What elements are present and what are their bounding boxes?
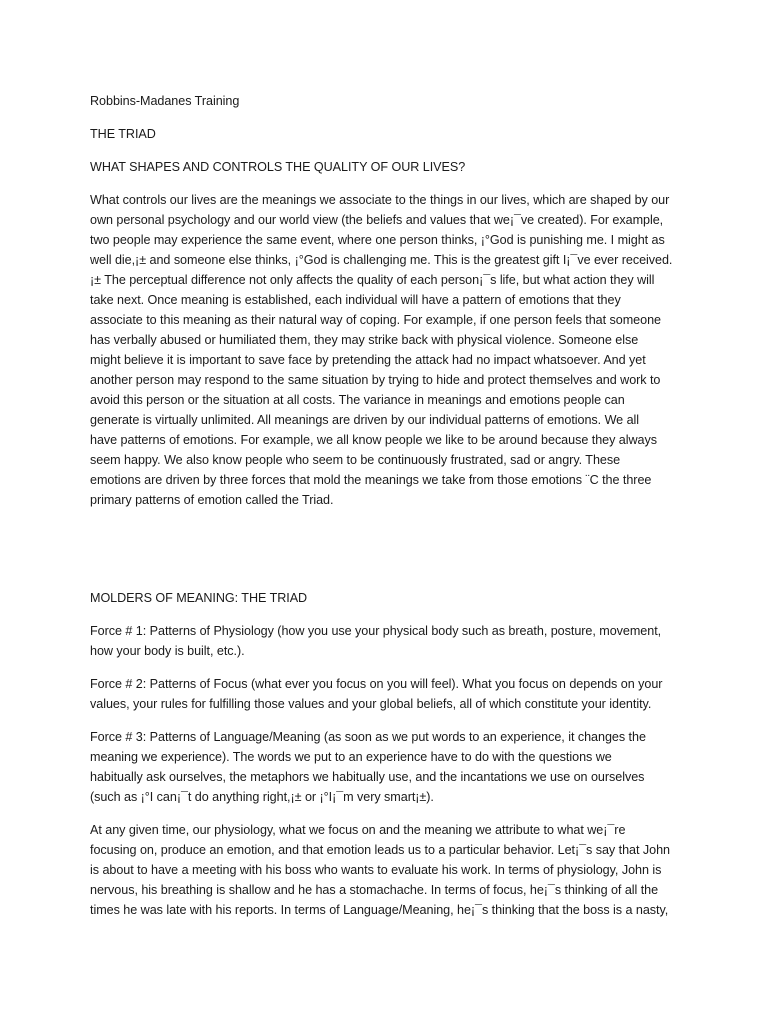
paragraph-line: has verbally abused or humiliated them, they may strike back with physical violence. Someone else (90, 333, 639, 347)
paragraph-line: Force # 2: Patterns of Focus (what ever you focus on you will feel). What you focus on depends on your (90, 677, 663, 691)
paragraph-line: another person may respond to the same situation by trying to hide and protect themselves and work to (90, 373, 661, 387)
section-title: THE TRIAD (90, 127, 156, 141)
paragraph-line: habitually ask ourselves, the metaphors we habitually use, and the incantations we use on ourselves (90, 770, 645, 784)
paragraph-line: associate to this meaning as their natural way of coping. For example, if one person feels that someone (90, 313, 661, 327)
paragraph-line: At any given time, our physiology, what we focus on and the meaning we attribute to what we¡¯re (90, 823, 626, 837)
paragraph-line: ¡± The perceptual difference not only affects the quality of each person¡¯s life, but what action they will (90, 273, 655, 287)
paragraph-line: own personal psychology and our world view (the beliefs and values that we¡¯ve created). For example, (90, 213, 664, 227)
paragraph-line: emotions are driven by three forces that mold the meanings we take from those emotions ¨C the three (90, 473, 652, 487)
paragraph-line: seem happy. We also know people who seem to be continuously frustrated, sad or angry. These (90, 453, 621, 467)
paragraph-line: focusing on, produce an emotion, and that emotion leads us to a particular behavior. Let¡¯s say that John (90, 843, 670, 857)
paragraph-line: generate is virtually unlimited. All meanings are driven by our individual patterns of emotions. We all (90, 413, 640, 427)
section-question: WHAT SHAPES AND CONTROLS THE QUALITY OF OUR LIVES? (90, 160, 466, 174)
paragraph-line: take next. Once meaning is established, each individual will have a pattern of emotions that they (90, 293, 621, 307)
paragraph-line: values, your rules for fulfilling those values and your global beliefs, all of which constitute your identity. (90, 697, 652, 711)
paragraph-line: have patterns of emotions. For example, we all know people we like to be around because they always (90, 433, 657, 447)
paragraph-line: avoid this person or the situation at all costs. The variance in meanings and emotions people can (90, 393, 625, 407)
paragraph-line: nervous, his breathing is shallow and he has a stomachache. In terms of focus, he¡¯s thinking of all the (90, 883, 659, 897)
document-header: Robbins-Madanes Training (90, 94, 240, 108)
paragraph-line: meaning we experience). The words we put to an experience have to do with the questions we (90, 750, 612, 764)
paragraph-line: primary patterns of emotion called the Triad. (90, 493, 334, 507)
paragraph-line: times he was late with his reports. In terms of Language/Meaning, he¡¯s thinking that the boss is a nasty, (90, 903, 669, 917)
molders-title: MOLDERS OF MEANING: THE TRIAD (90, 591, 308, 605)
paragraph-line: how your body is built, etc.). (90, 644, 245, 658)
paragraph-line: well die,¡± and someone else thinks, ¡°God is challenging me. This is the greatest gift I¡¯ve ever received. (90, 253, 673, 267)
paragraph-line: might believe it is important to save face by pretending the attack had no impact whatsoever. And yet (90, 353, 646, 367)
paragraph-line: Force # 1: Patterns of Physiology (how you use your physical body such as breath, posture, movement, (90, 624, 662, 638)
paragraph-line: (such as ¡°I can¡¯t do anything right,¡± or ¡°I¡¯m very smart¡±). (90, 790, 434, 804)
paragraph-line: two people may experience the same event, where one person thinks, ¡°God is punishing me. I might as (90, 233, 665, 247)
paragraph-line: What controls our lives are the meanings we associate to the things in our lives, which are shaped by our (90, 193, 670, 207)
paragraph-line: is about to have a meeting with his boss who wants to evaluate his work. In terms of physiology, John is (90, 863, 662, 877)
paragraph-line: Force # 3: Patterns of Language/Meaning (as soon as we put words to an experience, it changes the (90, 730, 646, 744)
